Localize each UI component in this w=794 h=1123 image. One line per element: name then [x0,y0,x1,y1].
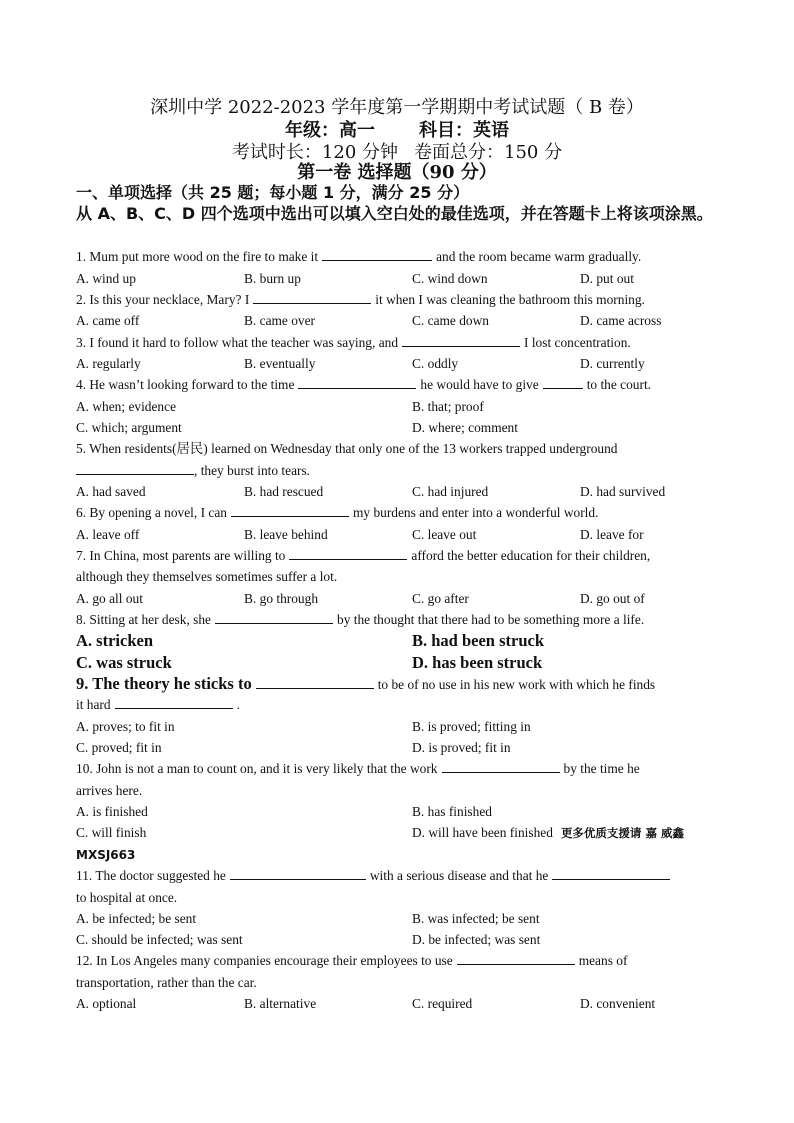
answer-blank [253,291,371,304]
option-a: A. is finished [76,804,148,819]
option-c: C. leave out [412,527,477,542]
option-a: A. regularly [76,356,141,371]
option-b: B. eventually [244,356,316,371]
question-4 [76,376,731,394]
question-text: to the court. [586,377,652,392]
question-2 [76,291,731,309]
answer-blank [402,334,520,347]
question-text: 3. I found it hard to follow what the teacher was saying, and [76,335,399,350]
question-text: 6. By opening a novel, I can [76,505,227,520]
question-5-cont [76,462,731,480]
option-c: C. had injured [412,484,489,499]
question-text: 12. In Los Angeles many companies encourage their employees to use [76,953,453,968]
question-text: means of [578,953,628,968]
answer-blank [115,696,233,709]
question-text: to be of no use in his new work with which he finds [377,677,656,692]
option-a: A. came off [76,313,140,328]
option-b: B. burn up [244,271,301,286]
question-11 [76,867,731,885]
answer-blank [76,462,194,475]
answer-blank [457,952,575,965]
option-a: A. go all out [76,591,143,606]
exam-duration: 考试时长：120 分钟 [231,142,398,163]
question-3 [76,334,731,352]
option-c: C. which; argument [76,420,182,435]
option-b: B. alternative [244,996,317,1011]
question-6 [76,504,731,522]
answer-blank [298,376,416,389]
answer-blank [231,504,349,517]
question-12-cont: transportation, rather than the car. [76,975,257,990]
option-c: C. oddly [412,356,459,371]
question-text: he would have to give [420,377,539,392]
question-text: by the thought that there had to be something more a life. [337,612,645,627]
question-12 [76,952,731,970]
option-a: A. when; evidence [76,399,177,414]
option-b: B. had been struck [412,631,545,650]
question-text: 4. He wasn’t looking forward to the time [76,377,295,392]
question-text: 10. John is not a man to count on, and it is very likely that the work [76,761,438,776]
question-text: 11. The doctor suggested he [76,868,226,883]
question-8 [76,611,731,629]
question-text: my burdens and enter into a wonderful world. [352,505,599,520]
question-text: , they burst into tears. [194,463,311,478]
question-text: 5. When residents(居民) learned on Wednesday that only one of the 13 workers trapped underground [76,441,618,456]
option-b: B. is proved; fitting in [412,719,531,734]
option-b: B. came over [244,313,316,328]
question-10 [76,760,731,778]
option-d: D. be infected; was sent [412,932,541,947]
option-c: C. proved; fit in [76,740,162,755]
option-d-row [412,824,684,842]
question-9-cont [76,696,731,714]
option-a: A. had saved [76,484,146,499]
answer-blank [215,611,333,624]
option-a: A. stricken [76,631,153,650]
question-text: 1. Mum put more wood on the fire to make it [76,249,319,264]
option-a: A. be infected; be sent [76,911,197,926]
option-a: A. leave off [76,527,140,542]
ad-code: MXSJ663 [76,848,136,862]
answer-blank [543,376,583,389]
question-text: afford the better education for their children, [411,548,651,563]
question-text: . [236,697,240,712]
question-text: 8. Sitting at her desk, she [76,612,212,627]
option-c: C. go after [412,591,469,606]
option-d: D. convenient [580,996,656,1011]
question-text: and the room became warm gradually. [436,249,642,264]
option-c: C. required [412,996,473,1011]
question-7-cont: although they themselves sometimes suffer a lot. [76,569,338,584]
question-11-cont: to hospital at once. [76,890,178,905]
option-d: D. put out [580,271,634,286]
option-b: B. that; proof [412,399,484,414]
option-d: D. go out of [580,591,645,606]
question-text: 7. In China, most parents are willing to [76,548,286,563]
answer-blank [322,248,432,261]
question-text: it when I was cleaning the bathroom this morning. [375,292,645,307]
question-text: by the time he [563,761,640,776]
option-b: B. go through [244,591,319,606]
option-c: C. should be infected; was sent [76,932,243,947]
option-d: D. currently [580,356,645,371]
option-a: A. optional [76,996,137,1011]
answer-blank [256,676,374,689]
question-9 [76,674,731,694]
option-d: D. had survived [580,484,666,499]
exam-title: 深圳中学 2022-2023 学年度第一学期期中考试试题（ B 卷） [150,97,644,118]
option-b: B. has finished [412,804,492,819]
part-title: 第一卷 选择题（90 分） [297,162,497,183]
answer-blank [552,867,670,880]
total-score: 卷面总分：150 分 [414,142,563,163]
option-d: D. will have been finished [412,825,553,840]
option-c: C. will finish [76,825,147,840]
option-c: C. came down [412,313,489,328]
answer-blank [442,760,560,773]
question-5 [76,440,731,458]
section-instruction: 从 A、B、C、D 四个选项中选出可以填入空白处的最佳选项，并在答题卡上将该项涂黑。 [76,204,713,223]
answer-blank [289,547,407,560]
option-b: B. leave behind [244,527,328,542]
option-c: C. was struck [76,653,172,672]
question-1 [76,248,731,266]
question-text: I lost concentration. [524,335,631,350]
option-d: D. has been struck [412,653,543,672]
option-b: B. had rescued [244,484,324,499]
option-d: D. is proved; fit in [412,740,511,755]
option-c: C. wind down [412,271,488,286]
answer-blank [230,867,366,880]
question-7 [76,547,731,565]
option-d: D. where; comment [412,420,518,435]
option-d: D. came across [580,313,662,328]
question-10-cont: arrives here. [76,783,143,798]
subject-label: 科目：英语 [419,120,509,141]
question-text: 2. Is this your necklace, Mary? I [76,292,250,307]
option-a: A. wind up [76,271,136,286]
question-text: 9. The theory he sticks to [76,674,252,693]
option-d: D. leave for [580,527,644,542]
option-b: B. was infected; be sent [412,911,540,926]
question-text: with a serious disease and that he [369,868,549,883]
ad-text: 更多优质支援请 嘉 威鑫 [560,826,684,840]
section-heading: 一、单项选择（共 25 题；每小题 1 分，满分 25 分） [76,183,470,202]
grade-label: 年级：高一 [285,120,375,141]
option-a: A. proves; to fit in [76,719,175,734]
question-text: it hard [76,697,111,712]
